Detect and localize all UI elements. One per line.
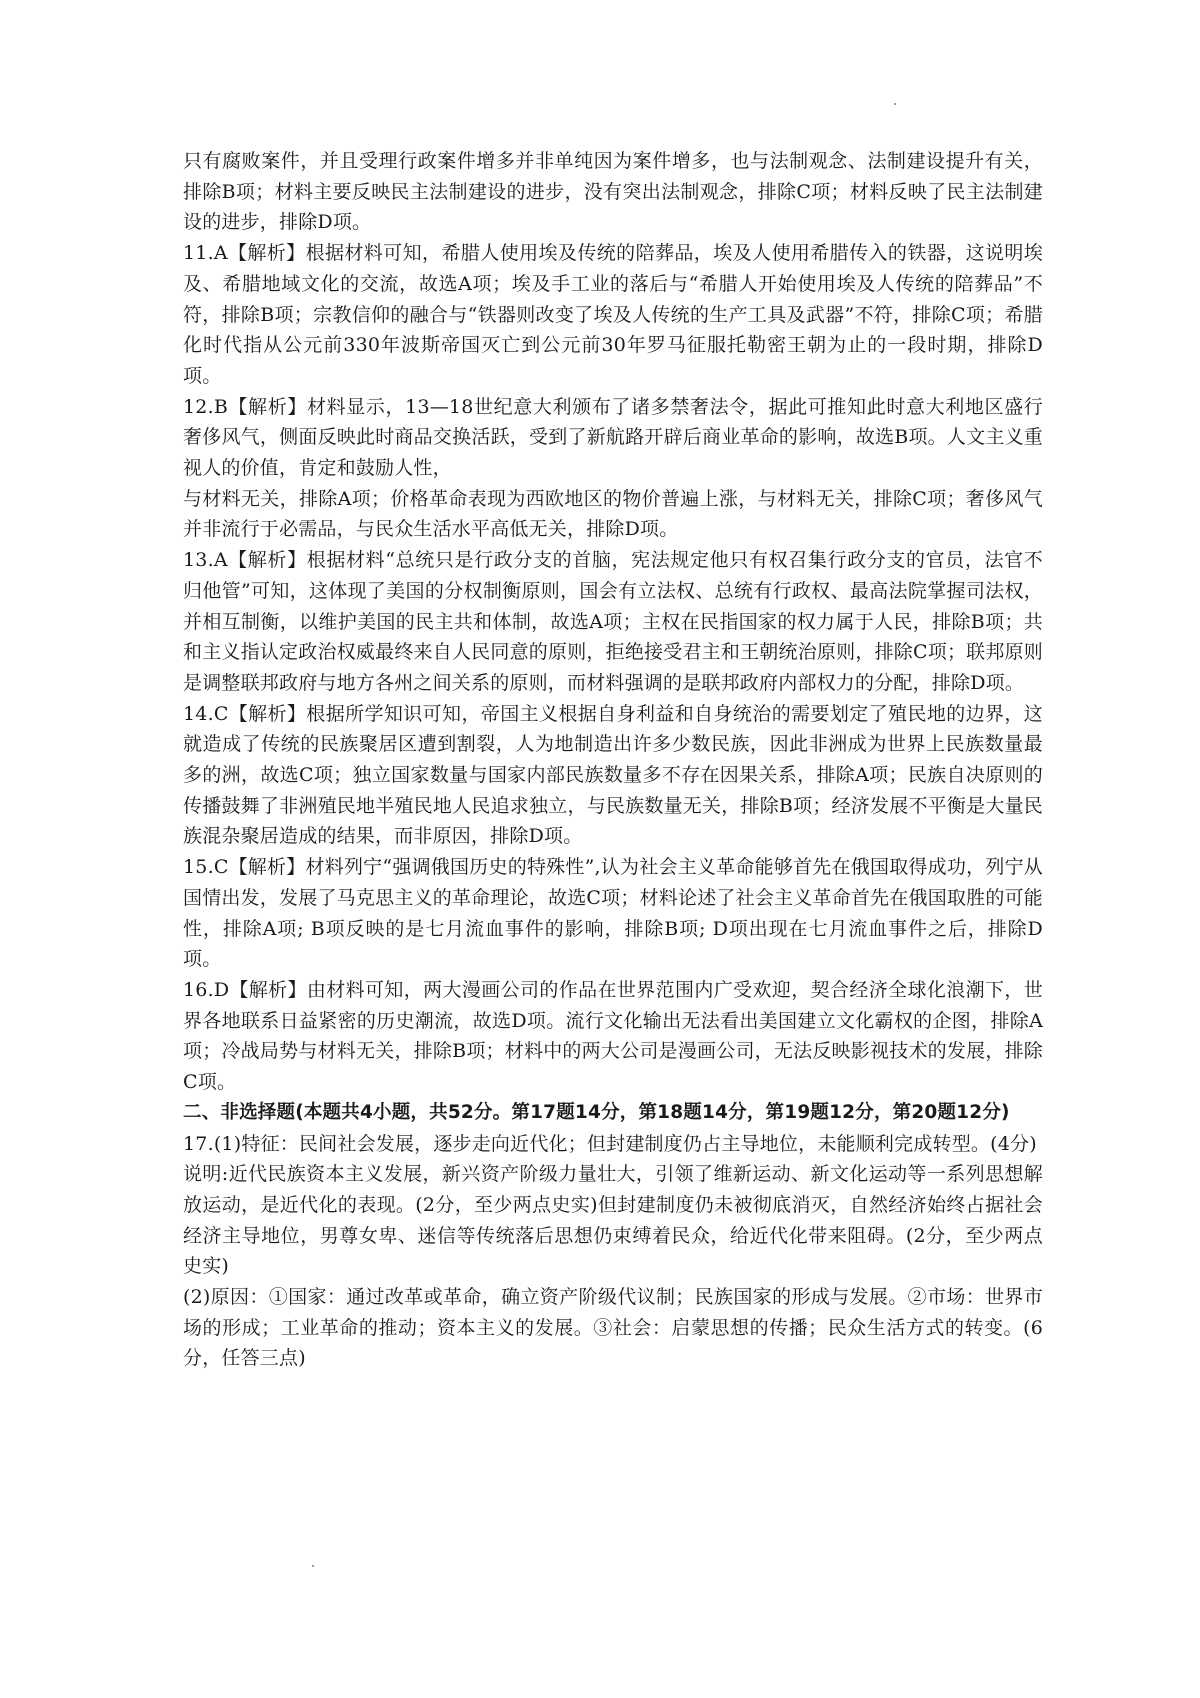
scan-speck bbox=[894, 103, 896, 105]
paragraph-q12: 12.B【解析】材料显示，13—18世纪意大利颁布了诸多禁奢法令，据此可推知此时意大利地区盛行奢侈风气，侧面反映此时商品交换活跃，受到了新航路开辟后商业革命的影响，故选B项。人文主义重视人的价值，肯定和鼓励人性， bbox=[183, 395, 1043, 480]
paragraph-q16: 16.D【解析】由材料可知，两大漫画公司的作品在世界范围内广受欢迎，契合经济全球化浪潮下，世界各地联系日益紧密的历史潮流，故选D项。流行文化输出无法看出美国建立文化霸权的企图，排除A项；冷战局势与材料无关，排除B项；材料中的两大公司是漫画公司，无法反映影视技术的发展，排除C项。 bbox=[183, 978, 1043, 1094]
paragraph-q10-continued: 只有腐败案件，并且受理行政案件增多并非单纯因为案件增多，也与法制观念、法制建设提升有关，排除B项；材料主要反映民主法制建设的进步，没有突出法制观念，排除C项；材料反映了民主法制建设的进步，排除D项。 bbox=[183, 150, 1043, 234]
paragraph-q11: 11.A【解析】根据材料可知，希腊人使用埃及传统的陪葬品，埃及人使用希腊传入的铁器，这说明埃及、希腊地域文化的交流，故选A项；埃及手工业的落后与“希腊人开始使用埃及人传统的陪葬品”不符，排除B项；宗教信仰的融合与“铁器则改变了埃及人传统的生产工具及武器”不符，排除C项；希腊化时代指从公元前330年波斯帝国灭亡到公元前30年罗马征服托勒密王朝为止的一段时期，排除D项。 bbox=[183, 242, 1043, 387]
paragraph-q17-1: 17.(1)特征：民间社会发展，逐步走向近代化；但封建制度仍占主导地位，未能顺利完成转型。(4分) bbox=[183, 1132, 1037, 1155]
section-heading: 二、非选择题(本题共4小题，共52分。第17题14分，第18题14分，第19题12分，第20题12分) bbox=[183, 1101, 1010, 1123]
paragraph-q15: 15.C【解析】材料列宁“强调俄国历史的特殊性”,认为社会主义革命能够首先在俄国取得成功，列宁从国情出发，发展了马克思主义的革命理论，故选C项；材料论述了社会主义革命首先在俄国取胜的可能性，排除A项; B项反映的是七月流血事件的影响，排除B项; D项出现在七月流血事件之后，排除D项。 bbox=[183, 856, 1043, 971]
paragraph-q12-continued: 与材料无关，排除A项；价格革命表现为西欧地区的物价普遍上涨，与材料无关，排除C项；奢侈风气并非流行于必需品，与民众生活水平高低无关，排除D项。 bbox=[183, 487, 1043, 541]
answer-text bbox=[183, 146, 1043, 1374]
paragraph-q14: 14.C【解析】根据所学知识可知，帝国主义根据自身利益和自身统治的需要划定了殖民地的边界，这就造成了传统的民族聚居区遭到割裂，人为地制造出许多少数民族，因此非洲成为世界上民族数量最多的洲，故选C项；独立国家数量与国家内部民族数量多不存在因果关系，排除A项；民族自决原则的传播鼓舞了非洲殖民地半殖民地人民追求独立，与民族数量无关，排除B项；经济发展不平衡是大量民族混杂聚居造成的结果，而非原因，排除D项。 bbox=[183, 702, 1043, 848]
paragraph-q17-1-explanation: 说明:近代民族资本主义发展，新兴资产阶级力量壮大，引领了维新运动、新文化运动等一系列思想解放运动，是近代化的表现。(2分，至少两点史实)但封建制度仍未被彻底消灭，自然经济始终占据社会经济主导地位，男尊女卑、迷信等传统落后思想仍束缚着民众，给近代化带来阻碍。(2分，至少两点史实) bbox=[183, 1163, 1043, 1278]
paragraph-q13: 13.A【解析】根据材料“总统只是行政分支的首脑，宪法规定他只有权召集行政分支的官员，法官不归他管”可知，这体现了美国的分权制衡原则，国会有立法权、总统有行政权、最高法院掌握司法权，并相互制衡，以维护美国的民主共和体制，故选A项；主权在民指国家的权力属于人民，排除B项；共和主义指认定政治权威最终来自人民同意的原则，拒绝接受君主和王朝统治原则，排除C项；联邦原则是调整联邦政府与地方各州之间关系的原则，而材料强调的是联邦政府内部权力的分配，排除D项。 bbox=[183, 549, 1043, 694]
paragraph-q17-2: (2)原因：①国家：通过改革或革命，确立资产阶级代议制；民族国家的形成与发展。②市场：世界市场的形成；工业革命的推动；资本主义的发展。③社会：启蒙思想的传播；民众生活方式的转变。(6分，任答三点) bbox=[183, 1286, 1043, 1370]
scan-speck bbox=[312, 1565, 314, 1567]
